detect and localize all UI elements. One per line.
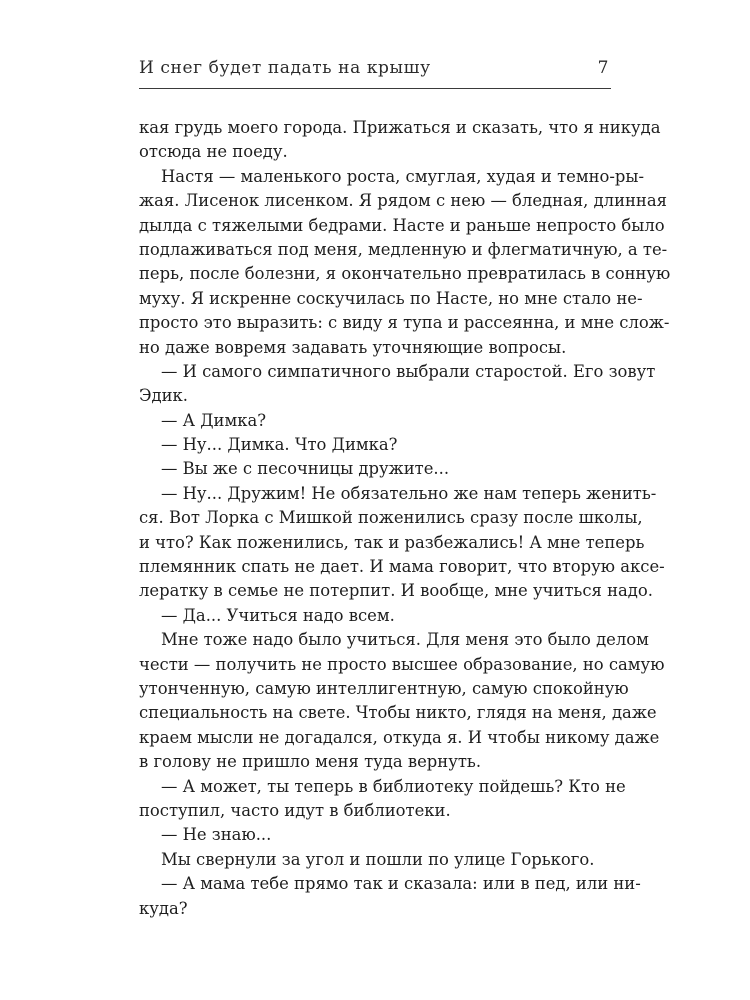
text-line: чести — получить не просто высшее образование, но самую — [139, 654, 665, 674]
body-text — [139, 116, 671, 921]
text-line: — Ну... Димка. Что Димка? — [161, 435, 398, 455]
text-line: поступил, часто идут в библиотеки. — [139, 800, 451, 820]
text-line: лератку в семье не потерпит. И вообще, мне учиться надо. — [139, 581, 653, 601]
text-line: краем мысли не догадался, откуда я. И чтобы никому даже — [139, 727, 660, 747]
text-line: — А может, ты теперь в библиотеку пойдешь? Кто не — [161, 776, 626, 796]
header-rule — [139, 88, 611, 89]
text-line: дылда с тяжелыми бедрами. Насте и раньше непросто было — [139, 215, 665, 235]
text-line: племянник спать не дает. И мама говорит, что вторую аксе- — [139, 557, 665, 577]
text-line: — Не знаю... — [161, 825, 272, 845]
text-line: специальность на свете. Чтобы никто, глядя на меня, даже — [139, 703, 657, 723]
text-line: Эдик. — [139, 386, 189, 406]
text-line: — А мама тебе прямо так и сказала: или в пед, или ни- — [161, 874, 641, 894]
text-line: просто это выразить: с виду я тупа и рассеянна, и мне слож- — [139, 313, 670, 333]
text-line: Мы свернули за угол и пошли по улице Горького. — [161, 849, 595, 869]
text-line: — Да... Учиться надо всем. — [161, 605, 395, 625]
text-line: жая. Лисенок лисенком. Я рядом с нею — бледная, длинная — [139, 191, 667, 211]
text-line: кая грудь моего города. Прижаться и сказать, что я никуда — [139, 118, 661, 137]
text-line: муху. Я искренне соскучилась по Насте, но мне стало не- — [139, 288, 643, 308]
text-line: ся. Вот Лорка с Мишкой поженились сразу после школы, — [139, 508, 643, 528]
running-header — [139, 54, 609, 84]
text-line: Мне тоже надо было учиться. Для меня это было делом — [161, 630, 649, 650]
text-line: в голову не пришло меня туда вернуть. — [139, 752, 482, 772]
text-line: Настя — маленького роста, смуглая, худая и темно-ры- — [161, 166, 644, 186]
text-line: перь, после болезни, я окончательно превратилась в сонную — [139, 264, 671, 284]
text-line: но даже вовремя задавать уточняющие вопросы. — [139, 337, 567, 357]
text-line: — А Димка? — [161, 410, 267, 430]
text-line: и что? Как поженились, так и разбежались! А мне теперь — [139, 532, 645, 552]
text-line: — Ну... Дружим! Не обязательно же нам теперь женить- — [161, 483, 657, 503]
text-line: утонченную, самую интеллигентную, самую спокойную — [139, 678, 629, 698]
text-line: куда? — [139, 898, 188, 918]
book-title: И снег будет падать на крышу — [139, 58, 431, 78]
text-line: — И самого симпатичного выбрали старостой. Его зовут — [161, 361, 656, 381]
text-line: подлаживаться под меня, медленную и флегматичную, а те- — [139, 239, 668, 259]
text-line: — Вы же с песочницы дружите... — [161, 459, 450, 479]
text-line: отсюда не поеду. — [139, 142, 288, 162]
page-number: 7 — [597, 58, 609, 78]
